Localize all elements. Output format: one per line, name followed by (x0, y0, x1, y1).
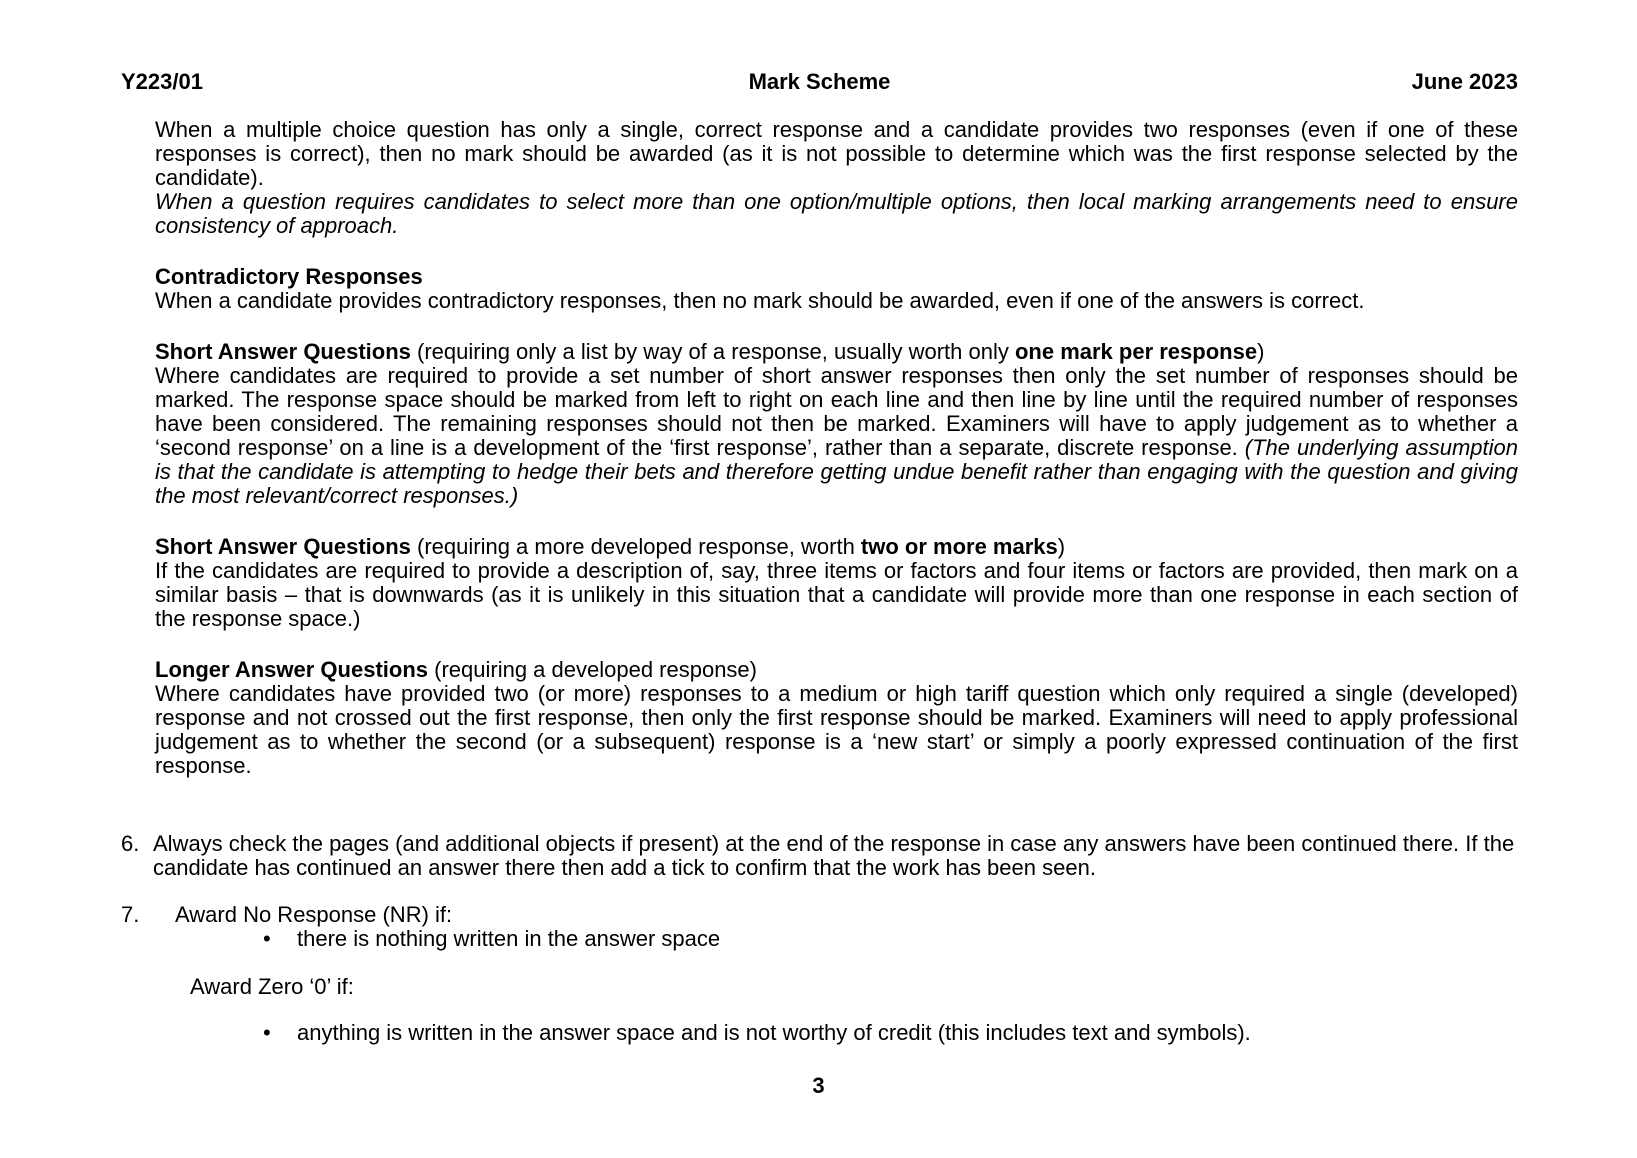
section-heading-short-answer-list (155, 340, 1518, 364)
heading-bold-text: Longer Answer Questions (155, 657, 429, 682)
section-heading-longer-answer (155, 658, 1518, 682)
heading-normal-text: (requiring a developed response) (428, 657, 757, 682)
heading-normal-text: (requiring a more developed response, worth (410, 534, 861, 559)
award-zero-label: Award Zero ‘0’ if: (190, 974, 354, 999)
item-7-text: Award No Response (NR) if: (175, 902, 453, 927)
short-answer-developed-section (155, 535, 1518, 631)
body-normal-text: Where candidates are required to provide a set number of short answer responses then only the set number of responses should be marked. The response space should be marked from left to right on each line and then line by line until the required number of responses have been considered. The remaining responses should not then be marked. Examiners will have to apply judgement as to whether a ‘second response’ on a line is a development of the ‘first response’, rather than a separate, discrete response. (155, 363, 1518, 460)
heading-close-paren: ) (1057, 534, 1066, 559)
bullet-text: anything is written in the answer space and is not worthy of credit (this includes text and symbols). (297, 1020, 1251, 1045)
short-answer-list-body (155, 364, 1518, 508)
longer-answer-body: Where candidates have provided two (or more) responses to a medium or high tariff question which only required a single (developed) response and not crossed out the first response, then only the first response should be marked. Examiners will need to apply professional judgement as to whether the second (or a subsequent) response is a ‘new start’ or simply a poorly expressed continuation of the first response. (155, 681, 1518, 778)
item-number: 7. (121, 902, 140, 927)
paper-code: Y223/01 (121, 69, 203, 94)
item-6-text: Always check the pages (and additional objects if present) at the end of the response in case any answers have been continued there. If the candidate has continued an answer there then add a tick to confirm that the work has been seen. (153, 831, 1515, 880)
bullet-text: there is nothing written in the answer space (297, 926, 721, 951)
bullet-icon: • (263, 926, 271, 951)
section-heading-contradictory: Contradictory Responses (155, 264, 423, 289)
item-number: 6. (121, 831, 140, 856)
section-heading-short-answer-developed (155, 535, 1518, 559)
heading-bold-text: Short Answer Questions (155, 534, 411, 559)
document-title: Mark Scheme (748, 69, 891, 94)
list-item-6 (121, 832, 1518, 880)
bullet-item-no-response (263, 927, 1518, 951)
bullet-item-award-zero (263, 1021, 1518, 1045)
bullet-icon: • (263, 1020, 271, 1045)
multiple-choice-paragraph: When a multiple choice question has only a single, correct response and a candidate provides two responses (even if one of these responses is correct), then no mark should be awarded (as it is not possible to determine which was the first response selected by the candidate). (155, 117, 1518, 190)
contradictory-responses-section (155, 265, 1518, 313)
page-header (121, 70, 1518, 94)
heading-normal-text: (requiring only a list by way of a response, usually worth only (410, 339, 1015, 364)
heading-bold-text-2: one mark per response (1014, 339, 1258, 364)
page-number: 3 (812, 1073, 825, 1098)
short-answer-developed-body: If the candidates are required to provide a description of, say, three items or factors and four items or factors are provided, then mark on a similar basis – that is downwards (as it is unlikely in this situation that a candidate will provide more than one response in each section of the response space.) (155, 558, 1518, 631)
heading-bold-text-2: two or more marks (860, 534, 1058, 559)
multiple-choice-guidance (155, 118, 1518, 238)
heading-close-paren: ) (1257, 339, 1265, 364)
contradictory-body: When a candidate provides contradictory responses, then no mark should be awarded, even if one of the answers is correct. (155, 288, 1365, 313)
heading-bold-text: Short Answer Questions (155, 339, 411, 364)
short-answer-list-section (155, 340, 1518, 508)
list-item-7 (121, 903, 1518, 927)
session-date: June 2023 (1411, 69, 1518, 94)
multiple-choice-italic-note: When a question requires candidates to select more than one option/multiple options, then local marking arrangements need to ensure consistency of approach. (155, 189, 1518, 238)
longer-answer-section (155, 658, 1518, 778)
body-italic-text: (The underlying assumption is that the candidate is attempting to hedge their bets and therefore getting undue benefit rather than engaging with the question and giving the most relevant/correct responses.) (155, 435, 1518, 508)
